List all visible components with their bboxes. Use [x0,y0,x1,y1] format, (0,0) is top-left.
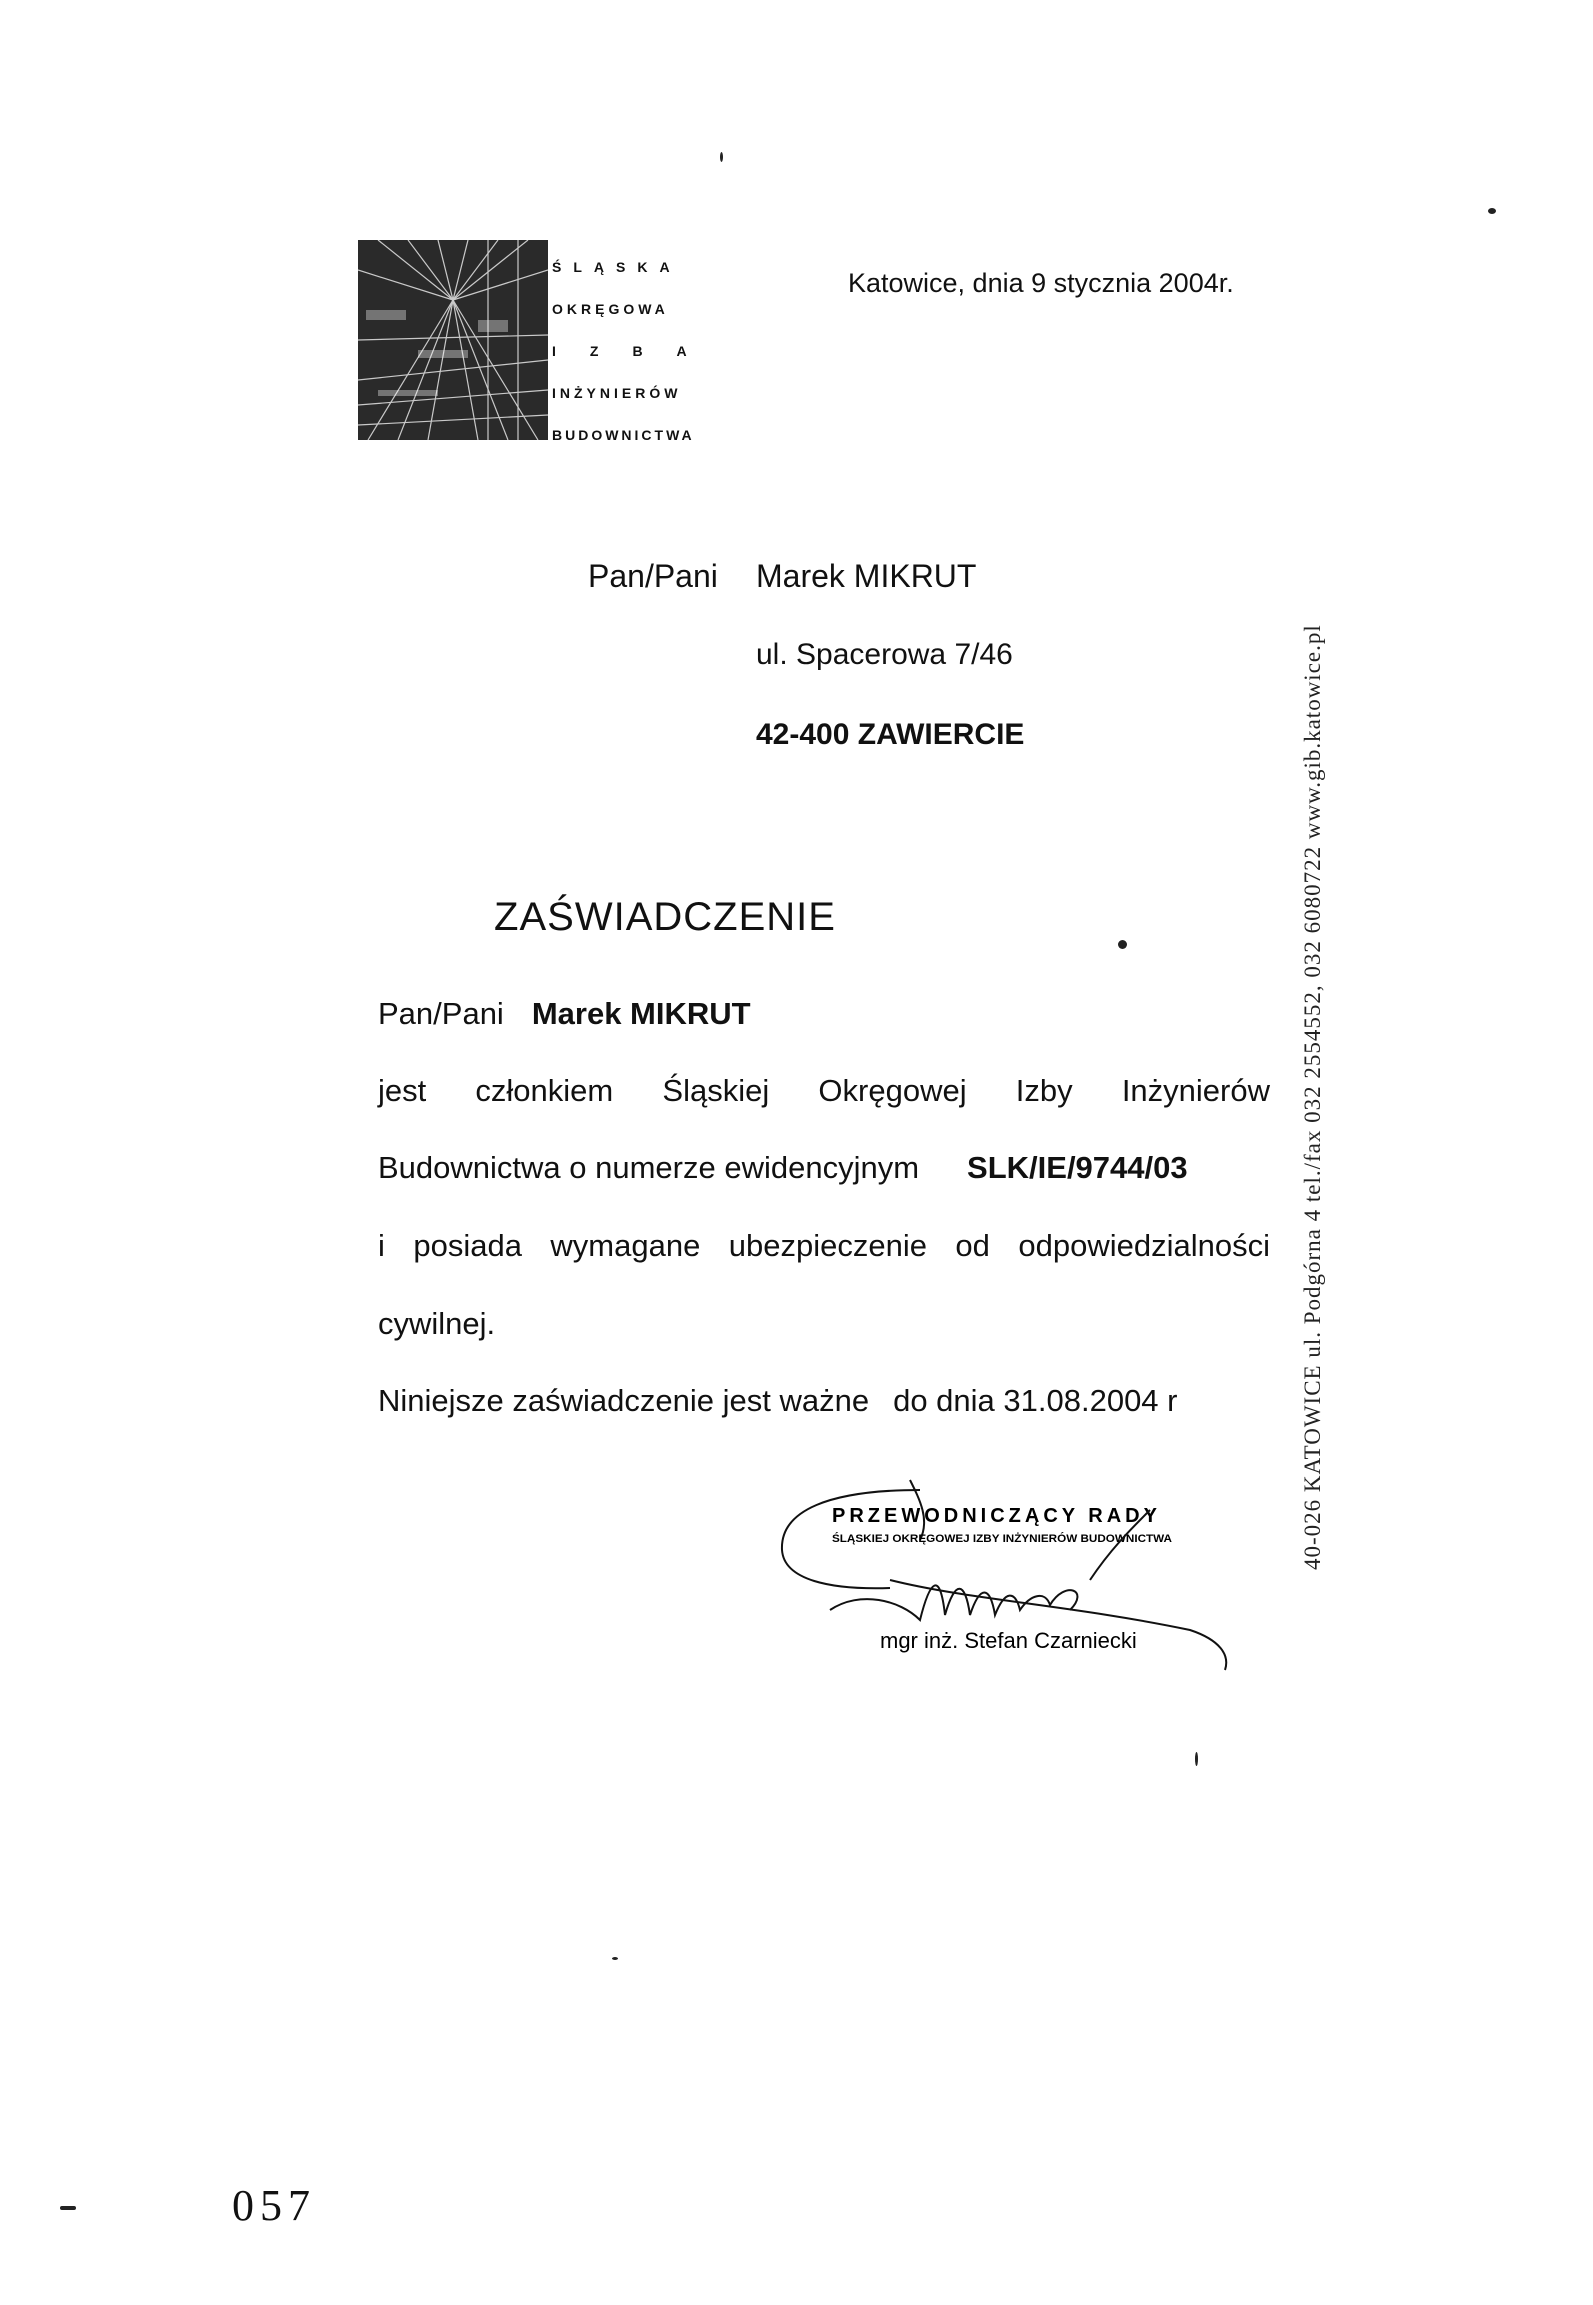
stamp-organization: ŚLĄSKIEJ OKRĘGOWEJ IZBY INŻYNIERÓW BUDOWNICTWA [832,1533,1153,1545]
body-word: Izby [1015,1073,1073,1108]
logo-line: BUDOWNICTWA [552,427,695,443]
official-stamp-signature [770,1470,1240,1680]
validity-date: do dnia 31.08.2004 r [893,1383,1178,1418]
document-title: ZAŚWIADCZENIE [494,895,836,939]
registration-label: Budownictwa o numerze ewidencyjnym [378,1150,920,1185]
body-word: posiada [413,1228,522,1263]
member-name: Marek MIKRUT [531,996,751,1031]
scan-speck [1118,940,1127,949]
body-line-membership [378,1073,1270,1109]
logo-line: ŚLĄSKA [552,259,682,275]
logo-line: INŻYNIERÓW [552,385,682,401]
body-word: odpowiedzialności [1018,1228,1270,1263]
recipient-street: ul. Spacerowa 7/46 [756,638,1013,671]
scan-speck [1195,1752,1198,1766]
stamp-title: PRZEWODNICZĄCY RADY [832,1505,1161,1527]
body-word: i [378,1228,385,1263]
stamp-signatory: mgr inż. Stefan Czarniecki [880,1628,1137,1653]
body-line-name [378,996,1270,1032]
body-line-registration [378,1150,1270,1186]
side-contact-info: 40-026 KATOWICE ul. Podgórna 4 tel./fax 032 2554552, 032 6080722 www.gib.katowice.pl [1300,624,1325,1570]
recipient-salutation: Pan/Pani [588,558,718,594]
body-line-insurance [378,1228,1270,1264]
body-line-civil: cywilnej. [378,1306,496,1341]
body-word: Śląskiej [662,1073,770,1108]
page-number: 057 [232,2181,316,2230]
recipient-city: 42-400 ZAWIERCIE [756,718,1025,751]
recipient-name: Marek MIKRUT [756,558,977,594]
body-word: od [955,1228,990,1263]
body-salutation: Pan/Pani [378,996,504,1031]
scan-speck [720,152,723,162]
body-word: jest [378,1073,427,1108]
registration-number: SLK/IE/9744/03 [967,1150,1188,1185]
document-date: Katowice, dnia 9 stycznia 2004r. [848,268,1234,298]
scan-speck [1488,208,1496,214]
body-word: wymagane [550,1228,701,1263]
body-word: Inżynierów [1121,1073,1270,1108]
body-word: członkiem [475,1073,614,1108]
logo-line: OKRĘGOWA [552,301,669,317]
validity-text: Niniejsze zaświadczenie jest ważne [378,1383,870,1418]
chamber-logo-text [552,246,732,456]
scan-speck [60,2206,76,2210]
logo-line: IZBA [552,343,721,359]
scan-speck [612,1957,618,1960]
body-word: Okręgowej [818,1073,967,1108]
body-word: ubezpieczenie [728,1228,927,1263]
body-line-validity [378,1383,1270,1419]
chamber-logo-graphic [358,240,548,440]
